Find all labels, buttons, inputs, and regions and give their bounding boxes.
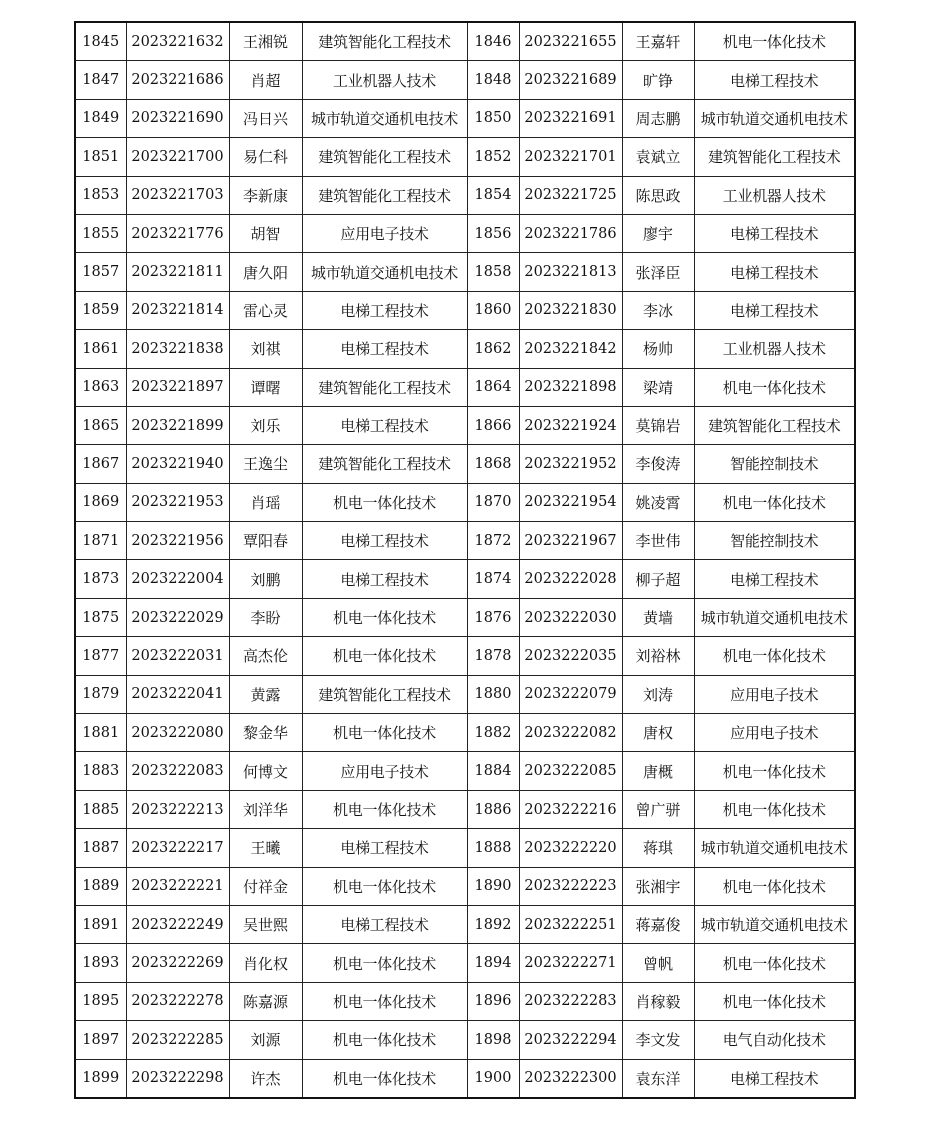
- cell-student-id: 2023221953: [126, 483, 229, 521]
- cell-student-id: 2023222080: [126, 714, 229, 752]
- cell-major: 机电一体化技术: [694, 944, 855, 982]
- cell-sequence-number: 1861: [75, 330, 126, 368]
- cell-major: 机电一体化技术: [302, 982, 467, 1020]
- cell-student-name: 肖稼毅: [622, 982, 694, 1020]
- cell-major: 机电一体化技术: [694, 368, 855, 406]
- table-row: [75, 330, 855, 368]
- table-row: [75, 944, 855, 982]
- cell-student-name: 廖宇: [622, 214, 694, 252]
- table-row: [75, 253, 855, 291]
- cell-student-name: 袁斌立: [622, 138, 694, 176]
- cell-sequence-number: 1853: [75, 176, 126, 214]
- cell-student-name: 蒋琪: [622, 829, 694, 867]
- cell-student-name: 刘裕林: [622, 637, 694, 675]
- cell-sequence-number: 1846: [467, 22, 519, 61]
- cell-major: 工业机器人技术: [694, 330, 855, 368]
- cell-sequence-number: 1876: [467, 598, 519, 636]
- cell-sequence-number: 1878: [467, 637, 519, 675]
- cell-student-id: 2023222223: [519, 867, 622, 905]
- table-row: [75, 522, 855, 560]
- cell-student-name: 王嘉轩: [622, 22, 694, 61]
- cell-major: 机电一体化技术: [694, 790, 855, 828]
- cell-sequence-number: 1873: [75, 560, 126, 598]
- cell-student-name: 刘乐: [229, 406, 302, 444]
- table-row: [75, 790, 855, 828]
- cell-student-id: 2023222249: [126, 905, 229, 943]
- cell-student-id: 2023221940: [126, 445, 229, 483]
- cell-sequence-number: 1862: [467, 330, 519, 368]
- cell-sequence-number: 1893: [75, 944, 126, 982]
- cell-student-name: 刘涛: [622, 675, 694, 713]
- cell-student-name: 谭曙: [229, 368, 302, 406]
- cell-major: 电梯工程技术: [694, 1059, 855, 1098]
- cell-major: 建筑智能化工程技术: [302, 176, 467, 214]
- cell-sequence-number: 1889: [75, 867, 126, 905]
- cell-major: 机电一体化技术: [302, 867, 467, 905]
- cell-student-id: 2023222221: [126, 867, 229, 905]
- cell-sequence-number: 1868: [467, 445, 519, 483]
- cell-student-name: 黎金华: [229, 714, 302, 752]
- table-row: [75, 406, 855, 444]
- cell-major: 城市轨道交通机电技术: [302, 253, 467, 291]
- table-row: [75, 905, 855, 943]
- cell-sequence-number: 1895: [75, 982, 126, 1020]
- cell-major: 机电一体化技术: [694, 637, 855, 675]
- cell-student-name: 袁东洋: [622, 1059, 694, 1098]
- cell-sequence-number: 1847: [75, 61, 126, 99]
- cell-sequence-number: 1866: [467, 406, 519, 444]
- student-roster-table: [74, 21, 856, 1099]
- cell-sequence-number: 1870: [467, 483, 519, 521]
- cell-student-id: 2023222082: [519, 714, 622, 752]
- table-row: [75, 138, 855, 176]
- cell-sequence-number: 1900: [467, 1059, 519, 1098]
- table-row: [75, 714, 855, 752]
- cell-student-name: 莫锦岩: [622, 406, 694, 444]
- cell-sequence-number: 1880: [467, 675, 519, 713]
- cell-student-id: 2023221691: [519, 99, 622, 137]
- cell-sequence-number: 1848: [467, 61, 519, 99]
- cell-major: 机电一体化技术: [694, 867, 855, 905]
- cell-major: 工业机器人技术: [694, 176, 855, 214]
- cell-student-name: 何博文: [229, 752, 302, 790]
- cell-student-name: 柳子超: [622, 560, 694, 598]
- cell-student-name: 易仁科: [229, 138, 302, 176]
- cell-student-name: 付祥金: [229, 867, 302, 905]
- cell-student-name: 李世伟: [622, 522, 694, 560]
- cell-student-name: 李盼: [229, 598, 302, 636]
- cell-student-id: 2023222294: [519, 1021, 622, 1059]
- cell-student-name: 刘洋华: [229, 790, 302, 828]
- cell-sequence-number: 1886: [467, 790, 519, 828]
- cell-sequence-number: 1869: [75, 483, 126, 521]
- cell-student-name: 刘鹏: [229, 560, 302, 598]
- cell-major: 建筑智能化工程技术: [302, 368, 467, 406]
- cell-student-id: 2023221703: [126, 176, 229, 214]
- cell-sequence-number: 1845: [75, 22, 126, 61]
- cell-student-id: 2023222269: [126, 944, 229, 982]
- cell-student-id: 2023222031: [126, 637, 229, 675]
- cell-student-id: 2023222004: [126, 560, 229, 598]
- cell-sequence-number: 1898: [467, 1021, 519, 1059]
- cell-major: 城市轨道交通机电技术: [694, 99, 855, 137]
- cell-student-id: 2023221899: [126, 406, 229, 444]
- cell-sequence-number: 1887: [75, 829, 126, 867]
- cell-student-name: 许杰: [229, 1059, 302, 1098]
- cell-major: 电梯工程技术: [694, 291, 855, 329]
- cell-student-id: 2023222030: [519, 598, 622, 636]
- table-row: [75, 560, 855, 598]
- cell-major: 电梯工程技术: [302, 291, 467, 329]
- cell-major: 建筑智能化工程技术: [694, 406, 855, 444]
- cell-student-id: 2023221924: [519, 406, 622, 444]
- cell-student-id: 2023221897: [126, 368, 229, 406]
- table-row: [75, 22, 855, 61]
- cell-student-name: 高杰伦: [229, 637, 302, 675]
- cell-major: 机电一体化技术: [302, 1059, 467, 1098]
- cell-student-name: 王曦: [229, 829, 302, 867]
- cell-sequence-number: 1885: [75, 790, 126, 828]
- cell-student-name: 陈思政: [622, 176, 694, 214]
- cell-sequence-number: 1855: [75, 214, 126, 252]
- cell-student-id: 2023221838: [126, 330, 229, 368]
- table-row: [75, 483, 855, 521]
- cell-sequence-number: 1858: [467, 253, 519, 291]
- cell-sequence-number: 1892: [467, 905, 519, 943]
- cell-major: 机电一体化技术: [302, 637, 467, 675]
- cell-student-name: 胡智: [229, 214, 302, 252]
- cell-student-id: 2023221689: [519, 61, 622, 99]
- cell-sequence-number: 1867: [75, 445, 126, 483]
- cell-student-id: 2023221776: [126, 214, 229, 252]
- cell-student-id: 2023221813: [519, 253, 622, 291]
- table-row: [75, 829, 855, 867]
- cell-major: 机电一体化技术: [694, 752, 855, 790]
- cell-student-id: 2023221686: [126, 61, 229, 99]
- cell-student-name: 曾广骈: [622, 790, 694, 828]
- cell-sequence-number: 1879: [75, 675, 126, 713]
- table-row: [75, 368, 855, 406]
- table-row: [75, 598, 855, 636]
- cell-student-id: 2023221898: [519, 368, 622, 406]
- cell-major: 电梯工程技术: [302, 905, 467, 943]
- cell-major: 智能控制技术: [694, 445, 855, 483]
- cell-student-id: 2023221954: [519, 483, 622, 521]
- table-row: [75, 99, 855, 137]
- cell-student-name: 王逸尘: [229, 445, 302, 483]
- cell-student-id: 2023222298: [126, 1059, 229, 1098]
- cell-major: 电梯工程技术: [302, 330, 467, 368]
- cell-sequence-number: 1864: [467, 368, 519, 406]
- cell-student-name: 肖超: [229, 61, 302, 99]
- cell-student-name: 黄露: [229, 675, 302, 713]
- cell-major: 应用电子技术: [694, 714, 855, 752]
- cell-student-name: 周志鹏: [622, 99, 694, 137]
- cell-major: 机电一体化技术: [302, 1021, 467, 1059]
- cell-student-id: 2023222300: [519, 1059, 622, 1098]
- cell-student-name: 黄墙: [622, 598, 694, 636]
- cell-sequence-number: 1875: [75, 598, 126, 636]
- cell-major: 城市轨道交通机电技术: [302, 99, 467, 137]
- cell-sequence-number: 1874: [467, 560, 519, 598]
- cell-sequence-number: 1865: [75, 406, 126, 444]
- cell-student-id: 2023222085: [519, 752, 622, 790]
- cell-student-id: 2023222220: [519, 829, 622, 867]
- table-row: [75, 291, 855, 329]
- table-row: [75, 214, 855, 252]
- cell-major: 电梯工程技术: [302, 522, 467, 560]
- cell-student-id: 2023221632: [126, 22, 229, 61]
- cell-major: 建筑智能化工程技术: [302, 22, 467, 61]
- cell-major: 机电一体化技术: [302, 598, 467, 636]
- cell-major: 城市轨道交通机电技术: [694, 598, 855, 636]
- cell-major: 电梯工程技术: [302, 829, 467, 867]
- table-row: [75, 982, 855, 1020]
- table-row: [75, 445, 855, 483]
- cell-student-name: 张湘宇: [622, 867, 694, 905]
- cell-student-id: 2023221842: [519, 330, 622, 368]
- table-row: [75, 61, 855, 99]
- cell-student-name: 王湘锐: [229, 22, 302, 61]
- cell-major: 机电一体化技术: [302, 790, 467, 828]
- cell-major: 机电一体化技术: [694, 483, 855, 521]
- cell-major: 机电一体化技术: [302, 944, 467, 982]
- cell-student-id: 2023222029: [126, 598, 229, 636]
- cell-student-id: 2023221786: [519, 214, 622, 252]
- cell-sequence-number: 1897: [75, 1021, 126, 1059]
- cell-student-name: 李新康: [229, 176, 302, 214]
- cell-major: 智能控制技术: [694, 522, 855, 560]
- cell-major: 电梯工程技术: [694, 214, 855, 252]
- cell-sequence-number: 1896: [467, 982, 519, 1020]
- table-row: [75, 1059, 855, 1098]
- cell-student-id: 2023222035: [519, 637, 622, 675]
- cell-student-name: 雷心灵: [229, 291, 302, 329]
- cell-major: 建筑智能化工程技术: [302, 445, 467, 483]
- cell-sequence-number: 1860: [467, 291, 519, 329]
- table-row: [75, 637, 855, 675]
- cell-student-name: 冯日兴: [229, 99, 302, 137]
- cell-major: 应用电子技术: [302, 752, 467, 790]
- cell-major: 城市轨道交通机电技术: [694, 829, 855, 867]
- cell-major: 电气自动化技术: [694, 1021, 855, 1059]
- cell-major: 电梯工程技术: [694, 61, 855, 99]
- cell-student-id: 2023221830: [519, 291, 622, 329]
- cell-major: 电梯工程技术: [302, 560, 467, 598]
- cell-student-id: 2023222028: [519, 560, 622, 598]
- cell-sequence-number: 1891: [75, 905, 126, 943]
- cell-student-name: 旷铮: [622, 61, 694, 99]
- cell-sequence-number: 1852: [467, 138, 519, 176]
- cell-student-name: 姚凌霄: [622, 483, 694, 521]
- cell-sequence-number: 1881: [75, 714, 126, 752]
- cell-major: 电梯工程技术: [694, 560, 855, 598]
- cell-major: 机电一体化技术: [302, 714, 467, 752]
- cell-major: 建筑智能化工程技术: [302, 675, 467, 713]
- cell-student-id: 2023222216: [519, 790, 622, 828]
- cell-student-id: 2023222285: [126, 1021, 229, 1059]
- cell-student-id: 2023222079: [519, 675, 622, 713]
- cell-sequence-number: 1890: [467, 867, 519, 905]
- cell-student-id: 2023222271: [519, 944, 622, 982]
- cell-student-name: 刘源: [229, 1021, 302, 1059]
- cell-student-id: 2023222283: [519, 982, 622, 1020]
- cell-student-name: 唐久阳: [229, 253, 302, 291]
- cell-student-name: 李俊涛: [622, 445, 694, 483]
- cell-sequence-number: 1877: [75, 637, 126, 675]
- table-row: [75, 176, 855, 214]
- cell-sequence-number: 1849: [75, 99, 126, 137]
- cell-student-name: 曾帆: [622, 944, 694, 982]
- cell-student-name: 覃阳春: [229, 522, 302, 560]
- cell-major: 电梯工程技术: [302, 406, 467, 444]
- cell-student-name: 李文发: [622, 1021, 694, 1059]
- cell-sequence-number: 1850: [467, 99, 519, 137]
- cell-sequence-number: 1859: [75, 291, 126, 329]
- cell-student-name: 刘祺: [229, 330, 302, 368]
- table-row: [75, 752, 855, 790]
- cell-student-id: 2023221700: [126, 138, 229, 176]
- cell-student-name: 杨帅: [622, 330, 694, 368]
- cell-student-name: 肖瑶: [229, 483, 302, 521]
- cell-student-id: 2023222213: [126, 790, 229, 828]
- cell-major: 应用电子技术: [694, 675, 855, 713]
- cell-major: 应用电子技术: [302, 214, 467, 252]
- cell-major: 机电一体化技术: [302, 483, 467, 521]
- cell-major: 机电一体化技术: [694, 982, 855, 1020]
- cell-sequence-number: 1884: [467, 752, 519, 790]
- cell-student-name: 陈嘉源: [229, 982, 302, 1020]
- cell-student-name: 肖化权: [229, 944, 302, 982]
- cell-student-id: 2023221690: [126, 99, 229, 137]
- cell-sequence-number: 1857: [75, 253, 126, 291]
- cell-student-id: 2023221655: [519, 22, 622, 61]
- cell-major: 工业机器人技术: [302, 61, 467, 99]
- cell-major: 城市轨道交通机电技术: [694, 905, 855, 943]
- cell-sequence-number: 1871: [75, 522, 126, 560]
- cell-student-name: 唐概: [622, 752, 694, 790]
- cell-sequence-number: 1863: [75, 368, 126, 406]
- cell-student-name: 张泽臣: [622, 253, 694, 291]
- cell-student-id: 2023221967: [519, 522, 622, 560]
- cell-sequence-number: 1888: [467, 829, 519, 867]
- cell-student-id: 2023222083: [126, 752, 229, 790]
- cell-major: 机电一体化技术: [694, 22, 855, 61]
- cell-student-name: 梁靖: [622, 368, 694, 406]
- cell-student-id: 2023222278: [126, 982, 229, 1020]
- cell-sequence-number: 1883: [75, 752, 126, 790]
- cell-major: 建筑智能化工程技术: [302, 138, 467, 176]
- cell-student-id: 2023221956: [126, 522, 229, 560]
- cell-sequence-number: 1851: [75, 138, 126, 176]
- cell-major: 电梯工程技术: [694, 253, 855, 291]
- cell-student-id: 2023221701: [519, 138, 622, 176]
- cell-student-id: 2023221811: [126, 253, 229, 291]
- cell-student-id: 2023221952: [519, 445, 622, 483]
- cell-student-id: 2023221814: [126, 291, 229, 329]
- cell-student-name: 蒋嘉俊: [622, 905, 694, 943]
- cell-sequence-number: 1856: [467, 214, 519, 252]
- cell-student-name: 唐权: [622, 714, 694, 752]
- roster-body: [75, 22, 855, 1098]
- table-row: [75, 1021, 855, 1059]
- cell-student-name: 吴世熙: [229, 905, 302, 943]
- table-row: [75, 867, 855, 905]
- cell-sequence-number: 1872: [467, 522, 519, 560]
- cell-student-id: 2023221725: [519, 176, 622, 214]
- cell-sequence-number: 1854: [467, 176, 519, 214]
- cell-student-name: 李冰: [622, 291, 694, 329]
- cell-student-id: 2023222251: [519, 905, 622, 943]
- cell-sequence-number: 1882: [467, 714, 519, 752]
- cell-sequence-number: 1899: [75, 1059, 126, 1098]
- cell-major: 建筑智能化工程技术: [694, 138, 855, 176]
- table-row: [75, 675, 855, 713]
- cell-student-id: 2023222041: [126, 675, 229, 713]
- cell-student-id: 2023222217: [126, 829, 229, 867]
- cell-sequence-number: 1894: [467, 944, 519, 982]
